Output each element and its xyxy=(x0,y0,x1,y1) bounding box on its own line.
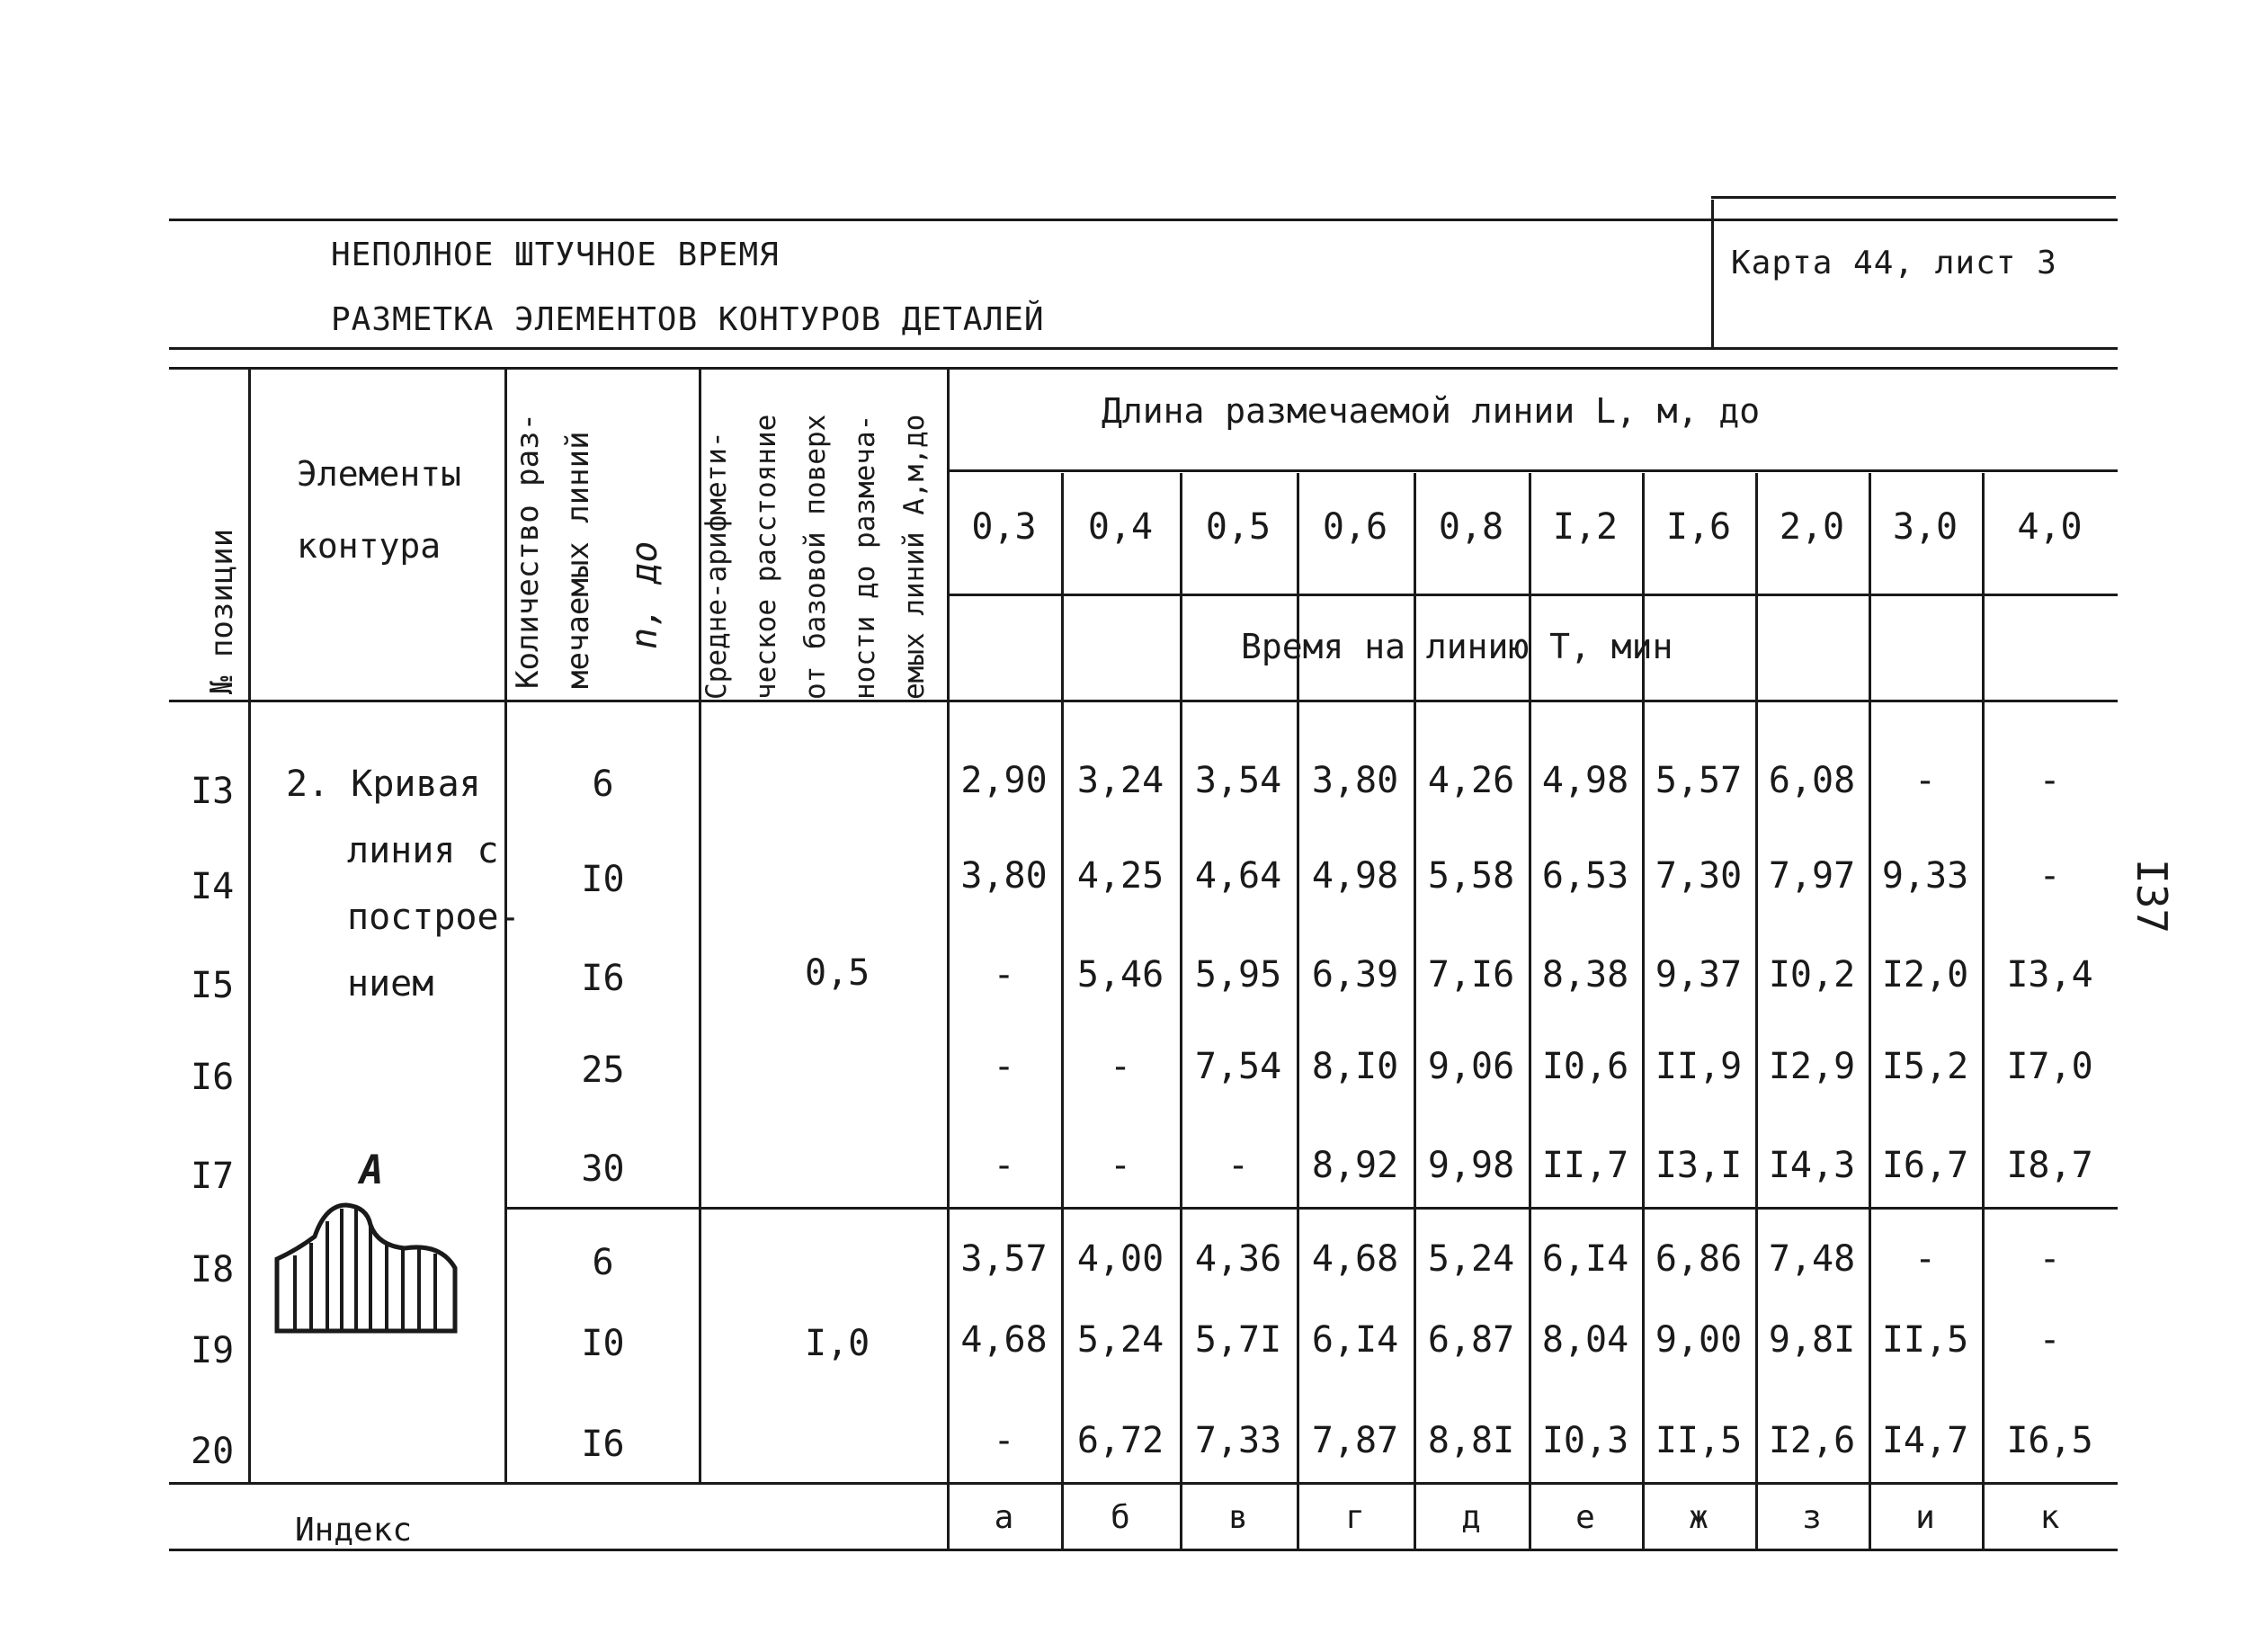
count-header-n: n, до xyxy=(624,540,665,649)
time-value-cell: 8,38 xyxy=(1541,954,1629,996)
index-letter: е xyxy=(1575,1499,1595,1536)
time-value-cell: 9,00 xyxy=(1655,1319,1743,1361)
time-value-cell: I8,7 xyxy=(2006,1145,2093,1186)
count-header-line2: мечаемых линий xyxy=(560,431,596,689)
element-name-line3: построе- xyxy=(347,897,521,938)
time-value-cell: 6,39 xyxy=(1311,954,1399,996)
time-value-cell: - xyxy=(2039,1319,2061,1361)
index-letter: ж xyxy=(1689,1499,1708,1536)
time-value-cell: 6,53 xyxy=(1541,855,1629,897)
time-value-cell: 6,87 xyxy=(1427,1319,1515,1361)
length-header-cell: I,6 xyxy=(1665,506,1732,548)
time-value-cell: 9,37 xyxy=(1655,954,1743,996)
time-value-cell: II,9 xyxy=(1655,1046,1743,1087)
body-bottom-rule xyxy=(169,1482,2118,1485)
header-body-rule xyxy=(169,700,2118,702)
length-header-cell: I,2 xyxy=(1552,506,1619,548)
document-subtitle: РАЗМЕТКА ЭЛЕМЕНТОВ КОНТУРОВ ДЕТАЛЕЙ xyxy=(331,301,1045,338)
sketch-label: А xyxy=(360,1147,384,1193)
row-position: I7 xyxy=(191,1156,235,1197)
header-divider xyxy=(1711,200,1714,349)
distance-value-group1: 0,5 xyxy=(805,952,870,994)
time-value-cell: 7,97 xyxy=(1768,855,1856,897)
time-value-cell: 5,24 xyxy=(1427,1238,1515,1280)
index-label: Индекс xyxy=(295,1512,413,1549)
time-value-cell: I5,2 xyxy=(1881,1046,1969,1087)
time-value-cell: 4,36 xyxy=(1194,1238,1282,1280)
table-bottom-rule xyxy=(169,1549,2118,1551)
value-col-line xyxy=(1869,473,1871,1550)
time-value-cell: 6,08 xyxy=(1768,760,1856,801)
value-col-line xyxy=(1061,473,1064,1550)
time-value-cell: - xyxy=(2039,1238,2061,1280)
time-value-cell: I3,4 xyxy=(2006,954,2093,996)
index-letter: г xyxy=(1345,1499,1365,1536)
length-header-cell: 4,0 xyxy=(2017,506,2083,548)
length-header-cell: 0,6 xyxy=(1322,506,1388,548)
time-value-cell: 5,58 xyxy=(1427,855,1515,897)
row-line-count: 6 xyxy=(592,763,614,805)
time-value-cell: 4,68 xyxy=(960,1319,1048,1361)
time-value-cell: I2,6 xyxy=(1768,1420,1856,1461)
distance-header-line4: ности до размеча- xyxy=(849,414,881,700)
time-value-cell: 4,64 xyxy=(1194,855,1282,897)
row-position: I4 xyxy=(191,866,235,907)
length-header-cell: 0,5 xyxy=(1205,506,1271,548)
time-value-cell: 5,57 xyxy=(1655,760,1743,801)
time-value-cell: 5,24 xyxy=(1076,1319,1164,1361)
time-value-cell: 5,46 xyxy=(1076,954,1164,996)
row-position: I9 xyxy=(191,1330,235,1371)
time-value-cell: 4,26 xyxy=(1427,760,1515,801)
time-value-cell: 5,95 xyxy=(1194,954,1282,996)
time-value-cell: 7,54 xyxy=(1194,1046,1282,1087)
distance-value-group2: I,0 xyxy=(805,1323,870,1364)
index-letter: и xyxy=(1915,1499,1935,1536)
row-line-count: I0 xyxy=(581,1323,625,1364)
curve-sketch-icon xyxy=(270,1196,468,1340)
time-value-cell: - xyxy=(1227,1145,1250,1186)
time-value-cell: 4,00 xyxy=(1076,1238,1164,1280)
time-value-cell: - xyxy=(1109,1046,1132,1087)
time-value-cell: I2,0 xyxy=(1881,954,1969,996)
time-value-cell: - xyxy=(2039,760,2061,801)
time-value-cell: - xyxy=(2039,855,2061,897)
time-value-cell: 8,92 xyxy=(1311,1145,1399,1186)
top-rule xyxy=(169,219,2118,221)
time-value-cell: 8,8I xyxy=(1427,1420,1515,1461)
time-value-cell: 8,I0 xyxy=(1311,1046,1399,1087)
time-value-cell: I2,9 xyxy=(1768,1046,1856,1087)
distance-header-line3: от базовой поверх xyxy=(799,414,832,700)
time-value-cell: 3,80 xyxy=(1311,760,1399,801)
index-letter: д xyxy=(1461,1499,1481,1536)
time-value-cell: I6,5 xyxy=(2006,1420,2093,1461)
distance-header-line5: емых линий А,м,до xyxy=(898,414,931,700)
distance-header-line2: ческое расстояние xyxy=(750,414,782,700)
time-value-cell: 6,72 xyxy=(1076,1420,1164,1461)
row-line-count: I6 xyxy=(581,1424,625,1465)
index-letter: з xyxy=(1802,1499,1822,1536)
length-header-cell: 0,3 xyxy=(971,506,1037,548)
time-value-cell: I0,2 xyxy=(1768,954,1856,996)
time-value-cell: 7,87 xyxy=(1311,1420,1399,1461)
time-value-cell: - xyxy=(993,954,1015,996)
row-position: I8 xyxy=(191,1249,235,1290)
value-col-line xyxy=(1755,473,1758,1550)
time-value-cell: 4,98 xyxy=(1541,760,1629,801)
length-header-cell: 3,0 xyxy=(1892,506,1958,548)
index-letter: б xyxy=(1111,1499,1130,1536)
row-line-count: 6 xyxy=(592,1242,614,1283)
header-bottom-rule xyxy=(169,347,2118,350)
time-value-cell: - xyxy=(1914,1238,1937,1280)
index-letter: а xyxy=(994,1499,1014,1536)
time-value-cell: 7,48 xyxy=(1768,1238,1856,1280)
length-header-cell: 2,0 xyxy=(1779,506,1845,548)
position-header: № позиции xyxy=(204,528,240,694)
time-value-cell: 8,04 xyxy=(1541,1319,1629,1361)
time-value-cell: 2,90 xyxy=(960,760,1048,801)
time-value-cell: 5,7I xyxy=(1194,1319,1282,1361)
element-name-line1: 2. Кривая xyxy=(286,763,481,805)
time-value-cell: 3,57 xyxy=(960,1238,1048,1280)
length-header-cell: 0,4 xyxy=(1087,506,1154,548)
index-letter: в xyxy=(1228,1499,1248,1536)
elements-header-line1: Элементы xyxy=(297,454,462,494)
time-value-cell: 7,I6 xyxy=(1427,954,1515,996)
time-value-cell: 3,54 xyxy=(1194,760,1282,801)
value-col-line xyxy=(1180,473,1182,1550)
time-value-cell: - xyxy=(1109,1145,1132,1186)
distance-header-line1: Средне-арифмети- xyxy=(700,431,733,700)
elements-header-line2: контура xyxy=(297,526,442,566)
row-line-count: 25 xyxy=(581,1049,625,1091)
row-position: I6 xyxy=(191,1057,235,1098)
time-value-cell: II,7 xyxy=(1541,1145,1629,1186)
row-line-count: 30 xyxy=(581,1148,625,1190)
time-value-cell: 3,24 xyxy=(1076,760,1164,801)
lengths-bottom-rule xyxy=(947,594,2118,596)
element-name-line4: нием xyxy=(347,963,434,1005)
time-value-cell: I6,7 xyxy=(1881,1145,1969,1186)
time-value-cell: 7,33 xyxy=(1194,1420,1282,1461)
length-header: Длина размечаемой линии L, м, до xyxy=(1102,391,1761,431)
card-reference: Карта 44, лист 3 xyxy=(1731,245,2057,281)
time-value-cell: 3,80 xyxy=(960,855,1048,897)
card-top-rule xyxy=(1711,196,2116,199)
time-value-cell: - xyxy=(993,1145,1015,1186)
time-value-cell: 7,30 xyxy=(1655,855,1743,897)
time-value-cell: 6,86 xyxy=(1655,1238,1743,1280)
element-name-line2: линия с xyxy=(347,830,499,871)
lengths-top-rule xyxy=(947,469,2118,472)
time-value-cell: 4,68 xyxy=(1311,1238,1399,1280)
table-top-rule xyxy=(169,367,2118,370)
group-divider xyxy=(504,1207,2118,1210)
time-value-cell: - xyxy=(993,1420,1015,1461)
time-value-cell: - xyxy=(993,1046,1015,1087)
row-position: I3 xyxy=(191,771,235,812)
time-value-cell: I7,0 xyxy=(2006,1046,2093,1087)
time-value-cell: II,5 xyxy=(1655,1420,1743,1461)
row-line-count: I6 xyxy=(581,958,625,999)
time-value-cell: I0,6 xyxy=(1541,1046,1629,1087)
time-value-cell: I4,3 xyxy=(1768,1145,1856,1186)
row-position: I5 xyxy=(191,965,235,1006)
time-value-cell: 9,98 xyxy=(1427,1145,1515,1186)
time-value-cell: I4,7 xyxy=(1881,1420,1969,1461)
time-value-cell: 4,98 xyxy=(1311,855,1399,897)
time-value-cell: - xyxy=(1914,760,1937,801)
row-position: 20 xyxy=(191,1431,235,1472)
count-header-line1: Количество раз- xyxy=(510,412,546,689)
length-header-cell: 0,8 xyxy=(1438,506,1504,548)
time-value-cell: I3,I xyxy=(1655,1145,1743,1186)
time-value-cell: 6,I4 xyxy=(1311,1319,1399,1361)
col-line-position xyxy=(248,367,251,1484)
time-value-cell: 9,8I xyxy=(1768,1319,1856,1361)
value-col-line xyxy=(1982,473,1985,1550)
page-number: I37 xyxy=(2128,859,2176,934)
time-value-cell: 9,33 xyxy=(1881,855,1969,897)
row-line-count: I0 xyxy=(581,859,625,900)
document-title: НЕПОЛНОЕ ШТУЧНОЕ ВРЕМЯ xyxy=(331,237,780,273)
time-header: Время на линию Т, мин xyxy=(1241,627,1673,666)
time-value-cell: 6,I4 xyxy=(1541,1238,1629,1280)
time-value-cell: 4,25 xyxy=(1076,855,1164,897)
time-value-cell: 9,06 xyxy=(1427,1046,1515,1087)
time-value-cell: II,5 xyxy=(1881,1319,1969,1361)
time-value-cell: I0,3 xyxy=(1541,1420,1629,1461)
index-letter: к xyxy=(2039,1499,2060,1536)
